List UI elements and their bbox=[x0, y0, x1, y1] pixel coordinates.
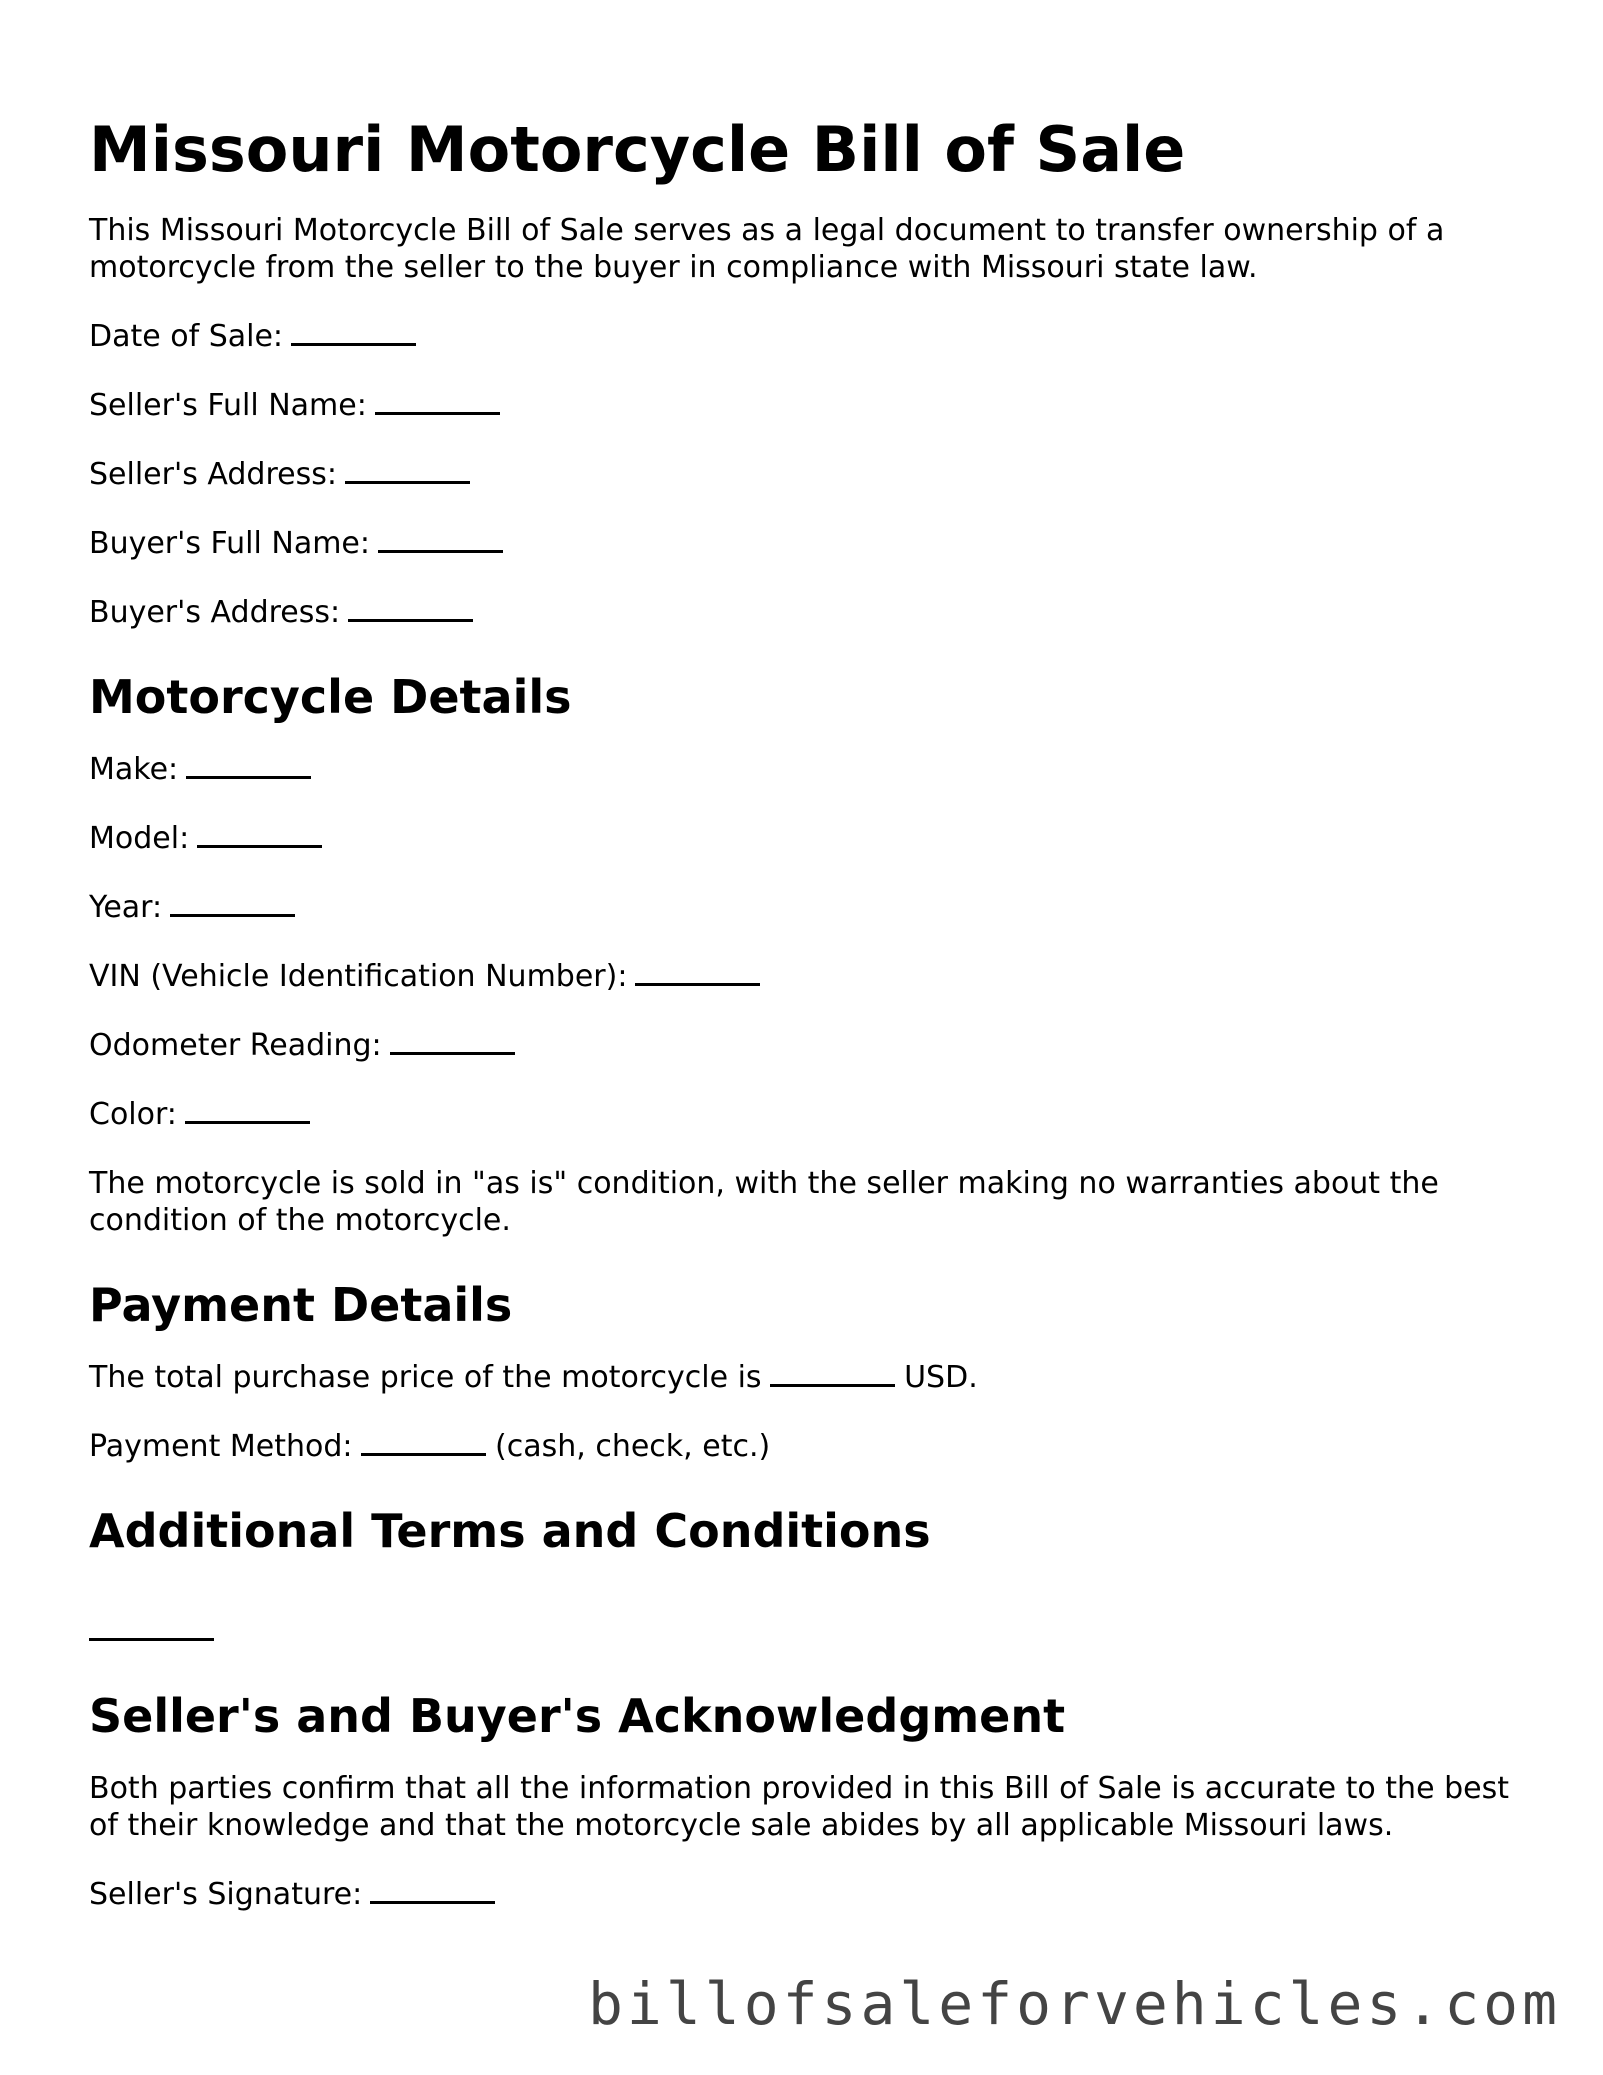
date-of-sale-blank[interactable] bbox=[291, 341, 416, 346]
payment-method-suffix: (cash, check, etc.) bbox=[495, 1429, 771, 1464]
model-label: Model: bbox=[89, 821, 190, 856]
seller-address-field bbox=[89, 456, 1529, 493]
color-label: Color: bbox=[89, 1097, 177, 1132]
payment-details-heading: Payment Details bbox=[89, 1278, 513, 1332]
buyer-name-field bbox=[89, 525, 1529, 562]
seller-signature-field bbox=[89, 1876, 1529, 1913]
seller-name-field bbox=[89, 387, 1529, 424]
date-of-sale-label: Date of Sale: bbox=[89, 319, 284, 354]
additional-terms-blank[interactable] bbox=[89, 1636, 214, 1641]
date-of-sale-field bbox=[89, 318, 1529, 355]
vin-field bbox=[89, 958, 1529, 995]
seller-signature-label: Seller's Signature: bbox=[89, 1877, 363, 1912]
buyer-name-blank[interactable] bbox=[378, 548, 503, 553]
watermark-text: billofsaleforvehicles.com bbox=[588, 1970, 1561, 2038]
make-label: Make: bbox=[89, 752, 179, 787]
vin-label: VIN (Vehicle Identification Number): bbox=[89, 959, 628, 994]
odometer-blank[interactable] bbox=[390, 1050, 515, 1055]
odometer-label: Odometer Reading: bbox=[89, 1028, 382, 1063]
seller-name-blank[interactable] bbox=[375, 410, 500, 415]
year-blank[interactable] bbox=[170, 912, 295, 917]
seller-address-label: Seller's Address: bbox=[89, 457, 337, 492]
buyer-address-field bbox=[89, 594, 1529, 631]
additional-terms-heading: Additional Terms and Conditions bbox=[89, 1504, 931, 1558]
seller-name-label: Seller's Full Name: bbox=[89, 388, 367, 423]
buyer-name-label: Buyer's Full Name: bbox=[89, 526, 371, 561]
price-suffix: USD. bbox=[904, 1360, 978, 1395]
make-blank[interactable] bbox=[186, 774, 311, 779]
as-is-paragraph: The motorcycle is sold in "as is" condition, with the seller making no warranties about the condition of the motorcycle. bbox=[89, 1166, 1439, 1238]
payment-method-label: Payment Method: bbox=[89, 1429, 353, 1464]
buyer-address-blank[interactable] bbox=[348, 617, 473, 622]
additional-terms-field bbox=[89, 1613, 1529, 1650]
year-field bbox=[89, 889, 1529, 926]
seller-address-blank[interactable] bbox=[345, 479, 470, 484]
model-field bbox=[89, 820, 1529, 857]
purchase-price-field bbox=[89, 1359, 1529, 1396]
acknowledgment-heading: Seller's and Buyer's Acknowledgment bbox=[89, 1689, 1066, 1743]
acknowledgment-paragraph: Both parties confirm that all the information provided in this Bill of Sale is accurate to the best of their knowledge and that the motorcycle sale abides by all applicable Missouri laws. bbox=[89, 1771, 1509, 1843]
motorcycle-details-heading: Motorcycle Details bbox=[89, 670, 572, 724]
odometer-field bbox=[89, 1027, 1529, 1064]
document-page bbox=[89, 110, 1529, 1945]
seller-signature-blank[interactable] bbox=[370, 1899, 495, 1904]
payment-method-blank[interactable] bbox=[361, 1451, 486, 1456]
vin-blank[interactable] bbox=[635, 981, 760, 986]
buyer-address-label: Buyer's Address: bbox=[89, 595, 341, 630]
purchase-price-blank[interactable] bbox=[770, 1382, 895, 1387]
year-label: Year: bbox=[89, 890, 163, 925]
document-title: Missouri Motorcycle Bill of Sale bbox=[89, 113, 1186, 186]
color-field bbox=[89, 1096, 1529, 1133]
price-prefix: The total purchase price of the motorcycle is bbox=[89, 1360, 762, 1395]
model-blank[interactable] bbox=[197, 843, 322, 848]
make-field bbox=[89, 751, 1529, 788]
intro-paragraph: This Missouri Motorcycle Bill of Sale serves as a legal document to transfer ownership of a motorcycle from the seller to the buyer in compliance with Missouri state law. bbox=[89, 213, 1445, 285]
payment-method-field bbox=[89, 1428, 1529, 1465]
color-blank[interactable] bbox=[185, 1119, 310, 1124]
